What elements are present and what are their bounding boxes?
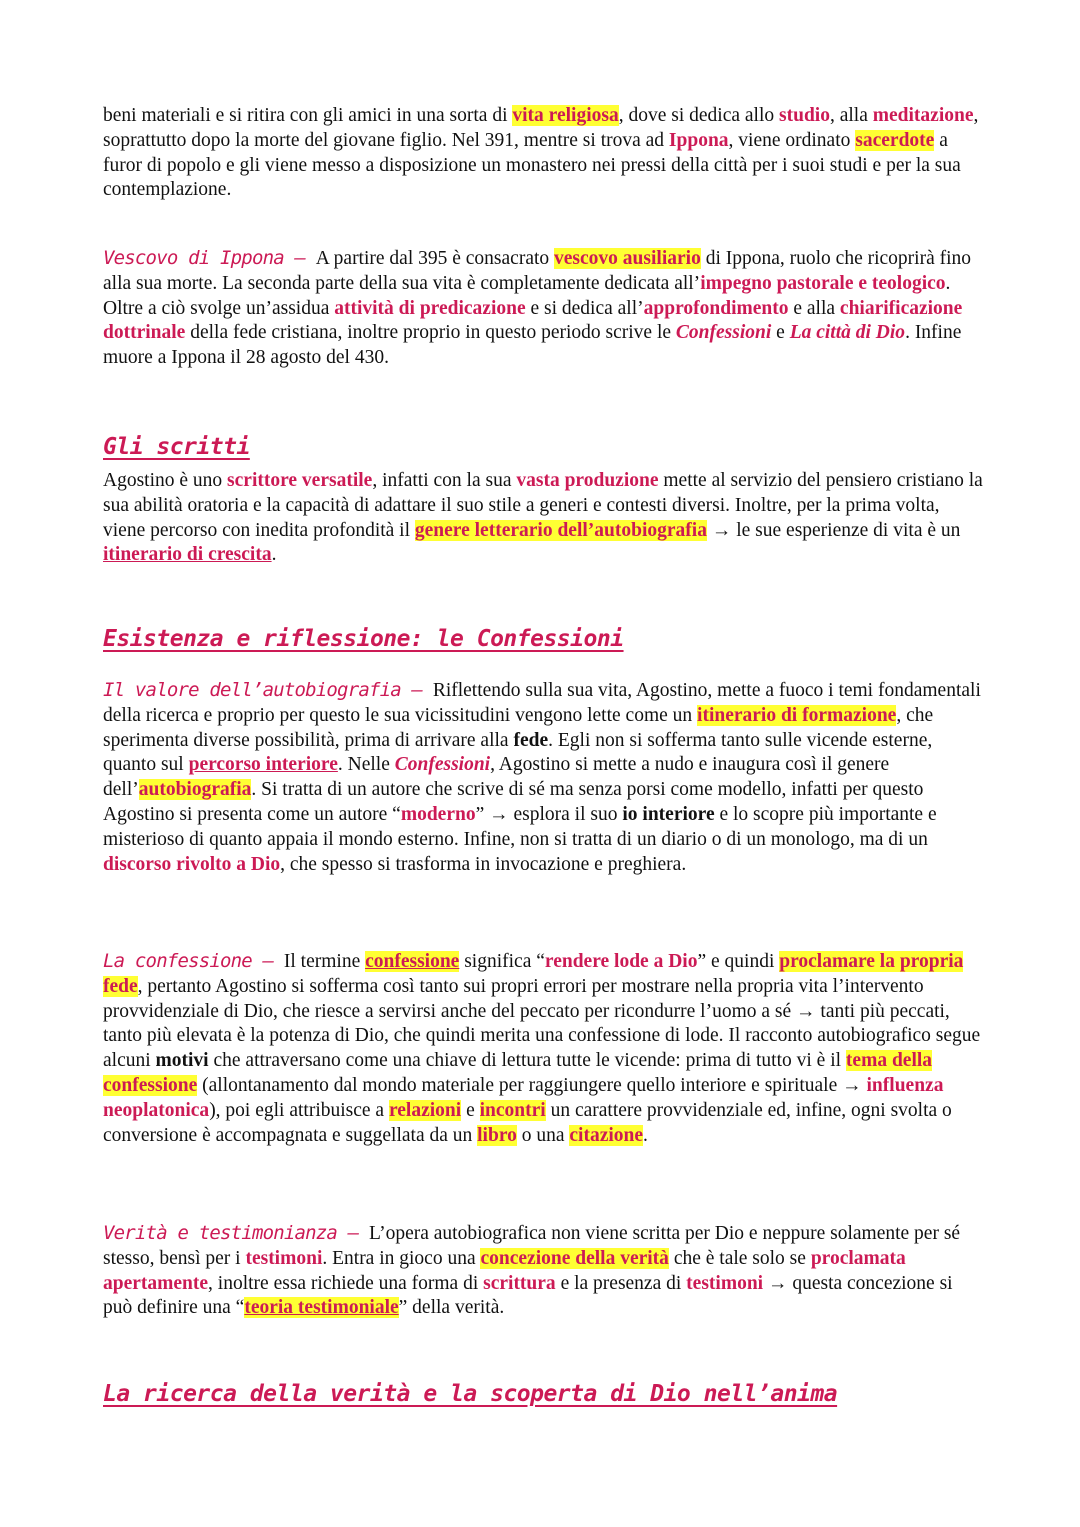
keyword: scrittore versatile [227, 470, 373, 491]
text: ” e quindi [697, 951, 780, 972]
text: della fede cristiana, inoltre proprio in questo periodo scrive le [185, 322, 676, 344]
highlight: relazioni [388, 1099, 462, 1121]
highlight: sacerdote [855, 129, 935, 151]
text: significa “ [459, 951, 545, 972]
keyword: rendere lode a Dio [544, 951, 698, 972]
keyword: impegno pastorale e teologico [700, 272, 946, 294]
heading-confessioni: Esistenza e riflessione: le Confessioni [103, 626, 624, 652]
highlight: incontri [479, 1099, 546, 1121]
text: , infatti con la sua [372, 470, 517, 491]
text: , che sperimenta diverse possibilità, prima di arrivare alla [103, 704, 934, 751]
keyword: vasta produzione [516, 470, 659, 491]
text: ” della verità. [398, 1297, 505, 1319]
highlight: proclamare la propria fede [103, 951, 964, 997]
section-lead: La confessione – [103, 950, 284, 972]
text: Riflettendo sulla sua vita, Agostino, mette a fuoco i temi fondamentali della ricerca e proprio per questo le sua vicissitudini vengono lette come un [103, 680, 981, 726]
highlight: genere letterario dell’autobiografia [414, 519, 707, 541]
text: che è tale solo se [668, 1247, 811, 1269]
text: , soprattutto dopo la morte del giovane figlio. Nel 391, mentre si trova ad [103, 105, 979, 151]
text: . Entra in gioco una [322, 1247, 481, 1269]
keyword: approfondimento [643, 297, 789, 319]
keyword: testimoni [686, 1272, 764, 1294]
keyword: studio [779, 105, 830, 126]
text: , viene ordinato [728, 129, 856, 151]
keyword: moderno [400, 803, 476, 825]
keyword: Ippona [668, 129, 729, 151]
section-lead: Il valore dell’autobiografia – [103, 679, 433, 701]
paragraph-confession [103, 949, 983, 1148]
bold-term: motivi [155, 1050, 209, 1072]
paragraph-bishop [103, 246, 983, 371]
underlined-keyword: itinerario di crescita [103, 544, 272, 566]
text: A partire dal 395 è consacrato [315, 248, 555, 269]
keyword: attività di predicazione [334, 297, 526, 319]
work-title: Confessioni [675, 322, 772, 344]
section-lead: Vescovo di Ippona – [103, 247, 316, 269]
highlight: libro [477, 1124, 517, 1146]
keyword: meditazione [872, 105, 974, 126]
text: di Ippona, ruolo che ricoprirà fino alla sua morte. La seconda parte della sua vita è completamente dedicata all’ [103, 248, 972, 294]
text: L’opera autobiografica non viene scritta per Dio e neppure solamente per sé stesso, bensì per i [103, 1223, 961, 1269]
text: beni materiali e si ritira con gli amici in una sorta di [103, 105, 513, 126]
text: e lo scopre più importante e misterioso di quanto appaia il mondo esterno. Infine, non si tratta di un diario o di un monologo, ma di un [103, 803, 937, 850]
text: e la presenza di [555, 1272, 687, 1294]
text: che attraversano come una chiave di lettura tutte le vicende: prima di tutto vi è il [208, 1050, 846, 1072]
section-lead: Verità e testimonianza – [103, 1222, 369, 1244]
text: , pertanto Agostino si sofferma così tanto sui propri errori per mostrare nella propria vita l’intervento provvidenziale di Dio, che riesce a servirsi anche del peccato per ricondurre l’uomo a sé → tanti più peccati, tanto più elevata è la potenza di Dio, che quindi merita una confessione di lode. Il racconto autobiografico segue alcuni [103, 975, 981, 1072]
text: un carattere provvidenziale ed, infine, ogni svolta o conversione è accompagnata e suggellata da un [103, 1099, 952, 1146]
highlight: itinerario di formazione [697, 704, 897, 726]
paragraph-truth-testimony [103, 1221, 983, 1321]
text: , inoltre essa richiede una forma di [208, 1272, 484, 1294]
text: Agostino è uno [103, 470, 228, 491]
text: , che spesso si trasforma in invocazione e preghiera. [280, 853, 687, 875]
text: ), poi egli attribuisce a [209, 1099, 389, 1121]
text: → questa concezione si può definire una “ [103, 1272, 953, 1319]
text: e si dedica all’ [525, 297, 644, 319]
text: (allontanamento dal mondo materiale per raggiungere quello interiore e spirituale → [197, 1074, 867, 1096]
text: . [643, 1124, 648, 1146]
text: mette al servizio del pensiero cristiano la sua abilità oratoria e la capacità di adattare il suo stile a generi e contesti diversi. Inoltre, per la prima volta, viene percorso con inedita profondità il [103, 470, 983, 541]
highlight: citazione [569, 1124, 644, 1146]
keyword: chiarificazione dottrinale [103, 297, 963, 344]
keyword: influenza neoplatonica [103, 1074, 944, 1121]
text: o una [516, 1124, 570, 1146]
underlined-keyword: percorso interiore [188, 754, 338, 776]
text: → le sue esperienze di vita è un [706, 519, 961, 541]
text: Il termine [283, 951, 366, 972]
text: , Agostino si mette a nudo e inaugura così il genere dell’ [103, 754, 890, 801]
text: , alla [829, 105, 873, 126]
text: e alla [788, 297, 840, 319]
text: a furor di popolo e gli viene messo a disposizione un monastero nei pressi della città per i suoi studi e per la sua contemplazione. [103, 129, 961, 201]
keyword: scrittura [483, 1272, 556, 1294]
bold-term: fede [513, 729, 549, 751]
paragraph-autobiography-value [103, 678, 983, 877]
highlight: vescovo ausiliario [554, 248, 701, 269]
keyword: testimoni [245, 1247, 323, 1269]
highlight: tema della confessione [103, 1050, 933, 1096]
text: . Oltre a ciò svolge un’assidua [103, 272, 951, 319]
heading-ricerca: La ricerca della verità e la scoperta di Dio nell’anima [103, 1381, 838, 1407]
paragraph-writings [103, 469, 983, 568]
highlight: vita religiosa [512, 105, 619, 126]
text: e [461, 1099, 480, 1121]
keyword: discorso rivolto a Dio [103, 853, 281, 875]
text: . Egli non si sofferma tanto sulle vicende esterne, quanto sul [103, 729, 933, 776]
text: . Infine muore a Ippona il 28 agosto del 430. [103, 322, 962, 369]
highlight: confessione [365, 951, 460, 972]
highlight: teoria testimoniale [244, 1297, 399, 1319]
text: . Si tratta di un autore che scrive di sé ma senza porsi come modello, infatti per questo Agostino si presenta come un autore “ [103, 779, 924, 825]
text: ” → esplora il suo [475, 803, 623, 825]
paragraph-monastic-life [103, 104, 983, 203]
text: , dove si dedica allo [618, 105, 780, 126]
bold-term: io interiore [622, 803, 715, 825]
highlight: autobiografia [138, 779, 252, 801]
work-title: La città di Dio [789, 322, 906, 344]
highlight: concezione della verità [480, 1247, 669, 1269]
work-title: Confessioni [394, 754, 491, 776]
text: e [771, 322, 790, 344]
keyword: proclamata apertamente [103, 1247, 906, 1294]
heading-scritti: Gli scritti [103, 434, 250, 460]
text: . [271, 544, 277, 566]
text: . Nelle [337, 754, 395, 776]
